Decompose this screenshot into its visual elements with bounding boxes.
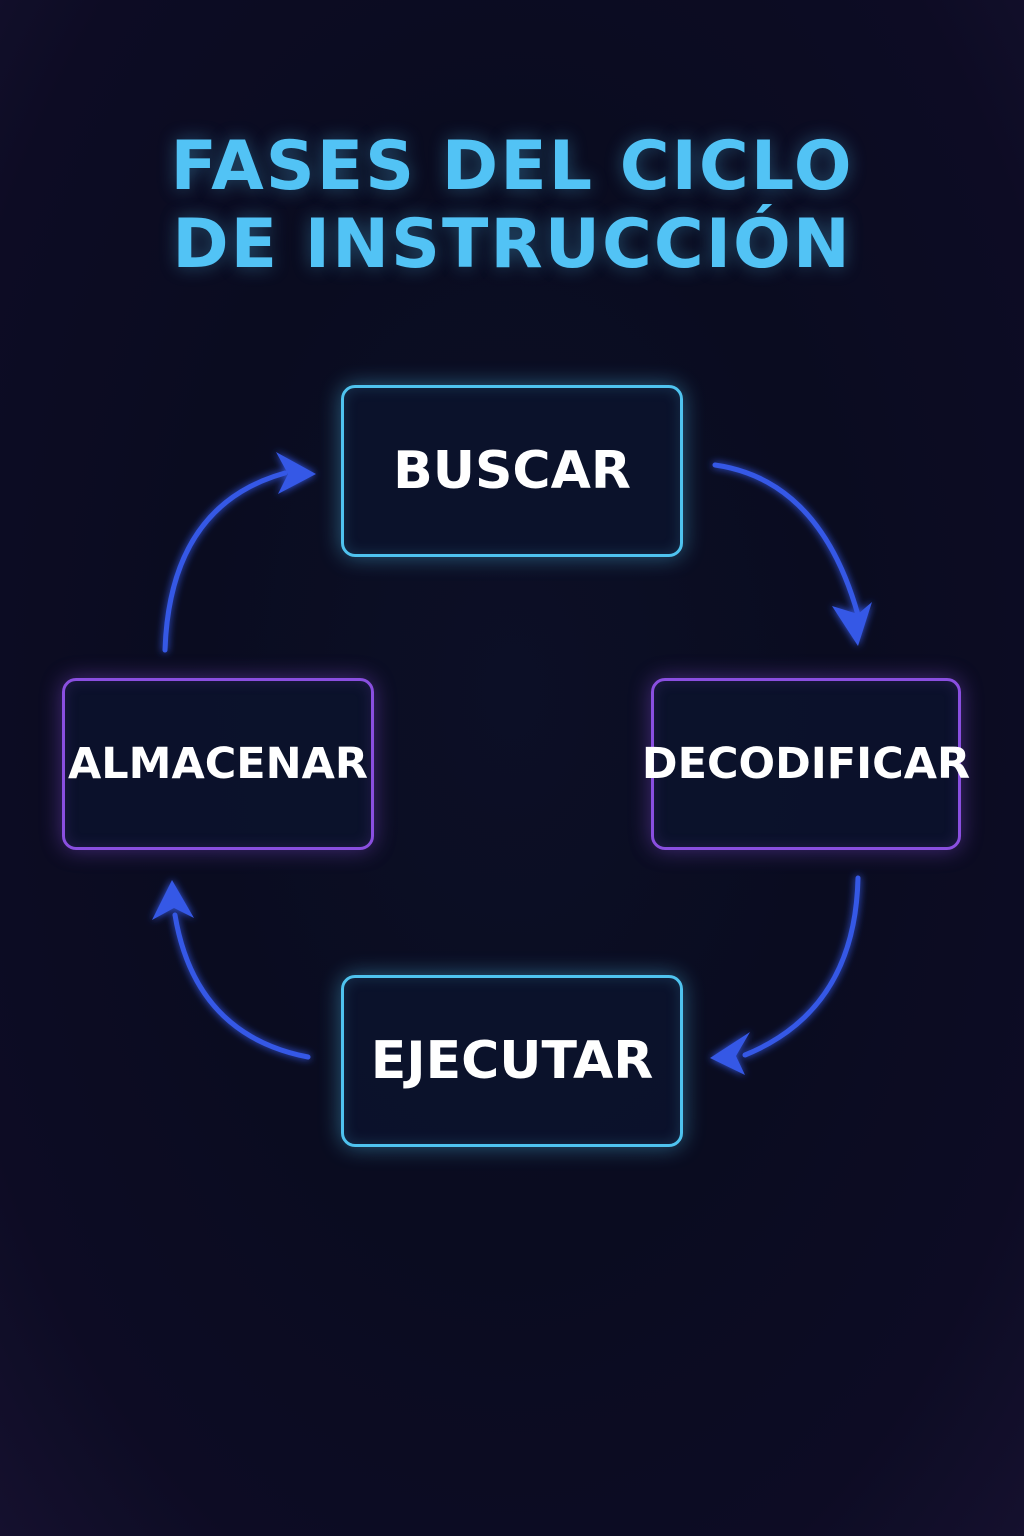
arrow-ejecutar-to-almacenar — [152, 880, 308, 1057]
node-buscar — [341, 385, 683, 557]
title-line-2: DE INSTRUCCIÓN — [172, 205, 852, 284]
node-buscar-label: BUSCAR — [393, 441, 631, 501]
node-ejecutar — [341, 975, 683, 1147]
arrow-buscar-to-decodificar — [715, 465, 872, 646]
node-decodificar-label: DECODIFICAR — [641, 739, 971, 789]
node-almacenar — [62, 678, 374, 850]
node-almacenar-label: ALMACENAR — [67, 739, 369, 789]
arrow-almacenar-to-buscar — [165, 452, 316, 650]
node-ejecutar-label: EJECUTAR — [370, 1031, 654, 1091]
arrow-decodificar-to-ejecutar — [710, 878, 858, 1075]
title-line-1: FASES DEL CICLO — [170, 127, 854, 206]
node-decodificar — [641, 678, 971, 850]
